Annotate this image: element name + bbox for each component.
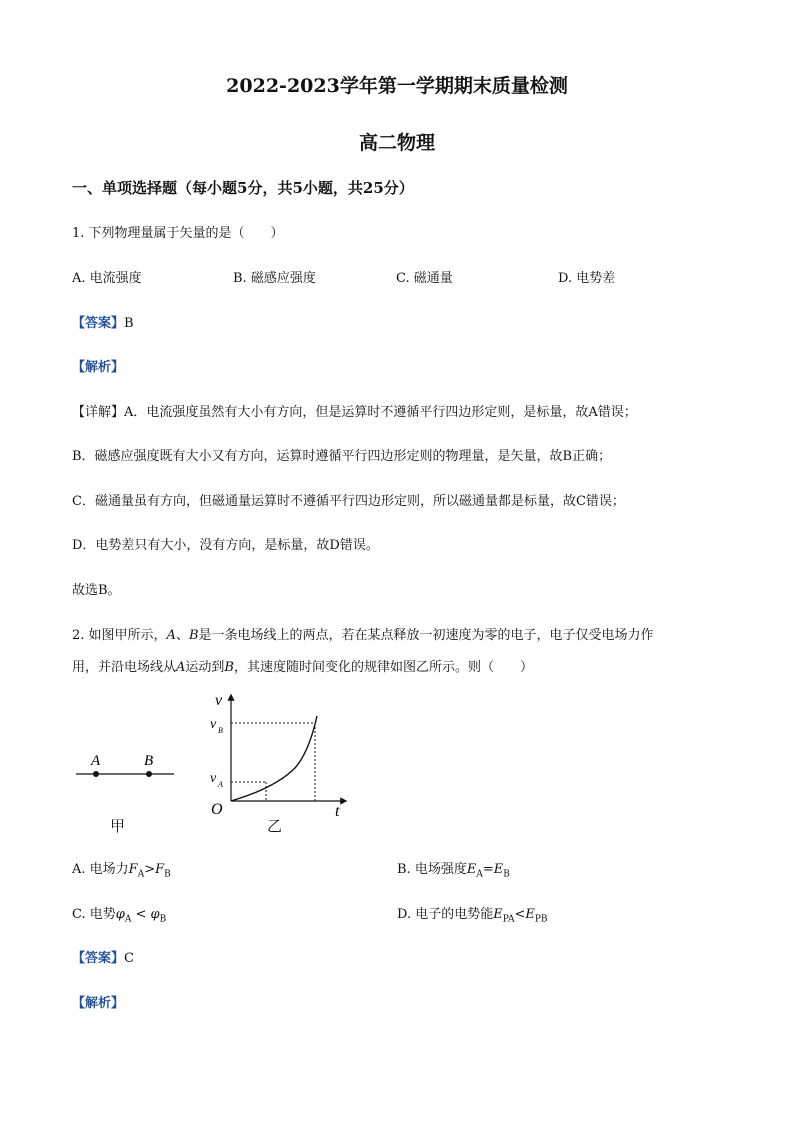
q1-option-b: B. 磁感应强度 (233, 271, 316, 286)
q1-detail-line-1 (72, 401, 637, 420)
point-b-dot (146, 771, 152, 777)
q1-answer-line (72, 312, 134, 331)
relation: < (131, 907, 151, 922)
stem-text: 是一条电场线上的两点，若在某点释放一初速度为零的电子，电子仅受电场力作 (198, 628, 654, 643)
var-a: A (166, 628, 176, 643)
stem-text: 2. 如图甲所示， (72, 628, 167, 643)
va-sub: A (218, 780, 223, 789)
x-axis-label: t (335, 803, 340, 820)
point-a-dot (93, 771, 99, 777)
q2-option-b (397, 858, 510, 880)
potential-symbol: φ (150, 907, 160, 922)
q2-answer-line (72, 947, 134, 966)
figure-yi-caption: 乙 (267, 817, 283, 835)
subscript: PA (502, 914, 515, 925)
stem-text: ，其速度随时间变化的规律如图乙所示。则（ ） (233, 660, 533, 675)
potential-symbol: φ (115, 907, 125, 922)
y-axis-label: v (215, 692, 223, 709)
var-b: B (224, 660, 234, 675)
subscript: A (137, 869, 145, 880)
figure-yi-graph (205, 688, 355, 823)
analysis-tag: 【解析】 (72, 996, 125, 1011)
q2-stem-line-1 (72, 624, 654, 643)
subscript: A (476, 869, 483, 880)
energy-symbol: E (525, 907, 535, 922)
q2-stem-line-2 (72, 656, 533, 675)
q2-answer: C (124, 951, 134, 966)
q1-detail-line-3: C．磁通量虽有方向，但磁通量运算时不遵循平行四边形定则，所以磁通量都是标量，故C错误； (72, 494, 625, 509)
q2-option-c (72, 903, 166, 925)
relation: < (514, 907, 526, 922)
option-text: A. 电场力 (72, 862, 129, 877)
subscript: A (124, 914, 132, 925)
answer-tag: 【答案】 (72, 951, 125, 966)
exam-subtitle: 高二物理 (358, 132, 435, 154)
option-text: B. 电场强度 (397, 862, 467, 877)
option-text: C. 电势 (72, 907, 116, 922)
field-symbol: E (493, 862, 504, 877)
vb-sub: B (218, 726, 223, 735)
option-text: D. 电子的电势能 (397, 907, 494, 922)
force-symbol: F (128, 862, 138, 877)
point-b-label: B (144, 753, 154, 769)
relation: > (144, 862, 156, 877)
q1-analysis-line (72, 356, 124, 375)
subscript: B (159, 914, 167, 925)
q1-conclusion: 故选B。 (72, 583, 121, 598)
force-symbol: F (155, 862, 165, 877)
q2-option-d (397, 903, 548, 925)
stem-text: 用，并沿电场线从 (72, 660, 177, 675)
energy-symbol: E (493, 907, 503, 922)
section-heading: 一、单项选择题（每小题5分，共5小题，共25分） (72, 179, 414, 197)
q1-option-c: C. 磁通量 (396, 271, 453, 286)
figure-jia-caption: 甲 (110, 817, 126, 835)
vb-label: v (210, 717, 217, 732)
var-b: B (188, 628, 199, 643)
q1-option-a: A. 电流强度 (72, 271, 142, 286)
relation: = (482, 862, 494, 877)
answer-tag: 【答案】 (72, 316, 125, 331)
stem-text: 运动到 (185, 660, 225, 675)
va-label: v (210, 771, 217, 786)
exam-title: 2022-2023学年第一学期期末质量检测 (226, 75, 568, 97)
detail-text: A．电流强度虽然有大小有方向，但是运算时不遵循平行四边形定则，是标量，故A错误； (124, 405, 637, 420)
velocity-curve (231, 716, 317, 801)
q1-option-d: D. 电势差 (558, 271, 616, 286)
stem-text: 、 (175, 628, 189, 643)
subscript: B (164, 869, 171, 880)
origin-label: O (211, 801, 223, 818)
figure-jia (70, 748, 180, 788)
q1-detail-line-2: B．磁感应强度既有大小又有方向，运算时遵循平行四边形定则的物理量，是矢量，故B正确； (72, 449, 612, 464)
subscript: PB (534, 914, 548, 925)
q1-detail-line-4: D．电势差只有大小，没有方向，是标量，故D错误。 (72, 538, 379, 553)
var-a: A (176, 660, 186, 675)
analysis-tag: 【解析】 (72, 360, 125, 375)
q1-answer: B (124, 316, 134, 331)
q2-analysis-line (72, 992, 124, 1011)
field-symbol: E (466, 862, 477, 877)
q1-stem: 1. 下列物理量属于矢量的是（ ） (72, 226, 284, 241)
subscript: B (503, 869, 510, 880)
q2-option-a (72, 858, 171, 880)
detail-tag: 【详解】 (72, 405, 125, 420)
point-a-label: A (91, 753, 101, 769)
